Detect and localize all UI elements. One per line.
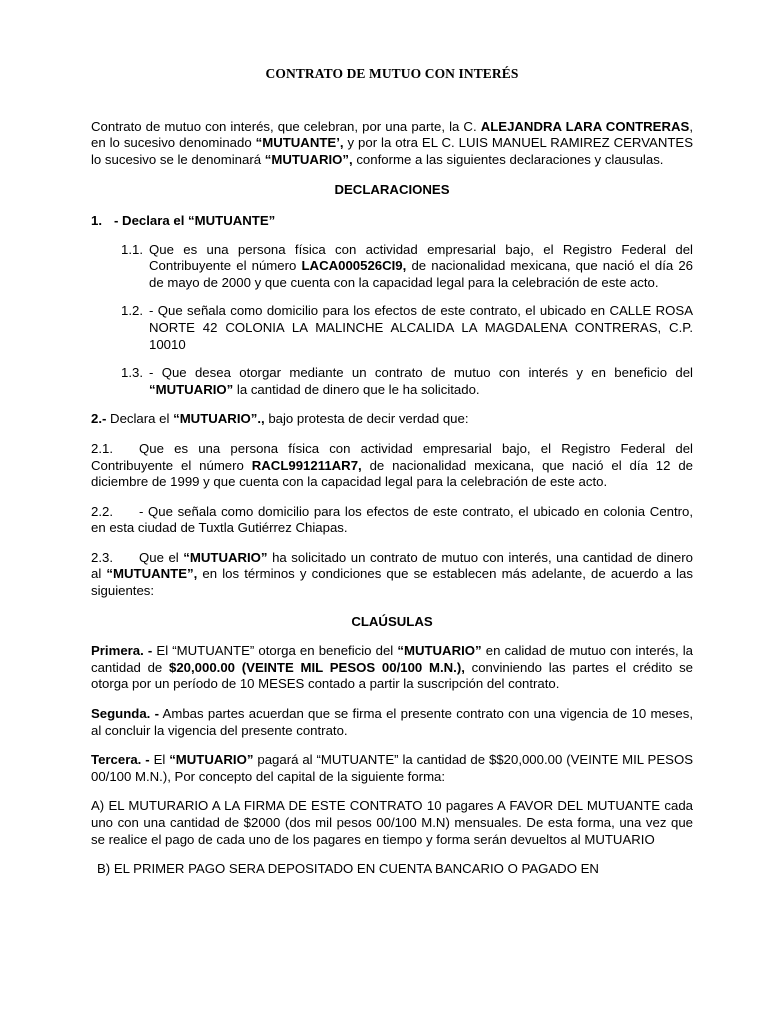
text-run: Declara el: [106, 411, 174, 427]
text-run: - Que desea otorgar mediante un contrato de mutuo con interés y en beneficio del: [149, 365, 693, 381]
item-number: 2.1.: [91, 440, 113, 456]
declaration-2-3: [91, 550, 693, 600]
item-number: 2.3.: [91, 549, 113, 565]
bold-term: “MUTUANTE’,: [255, 135, 344, 151]
text-run: pagará al “MUTUANTE” la cantidad de $$20,000.00 (VEINTE MIL PESOS 00/100 M.N.), Por concepto del capital de la siguiente forma:: [91, 752, 693, 784]
clausulas-heading: CLAÚSULAS: [351, 613, 433, 629]
loan-amount: $20,000.00 (VEINTE MIL PESOS 00/100 M.N.),: [169, 659, 465, 675]
text-run: ha solicitado un contrato de mutuo con interés, una cantidad de dinero al: [91, 549, 693, 582]
item-number: 1.2.: [121, 303, 143, 319]
paragraph-a: A) EL MUTURARIO A LA FIRMA DE ESTE CONTRATO 10 pagares A FAVOR DEL MUTUANTE cada uno con una cantidad de $2000 (dos mil pesos 00/100 M.N) mensuales. De esta forma, una vez que se realice el pago de cada uno de los pagares en tiempo y forma serán devueltos al MUTUARIO: [91, 798, 693, 847]
clause-label: Tercera. -: [91, 752, 150, 768]
clause-label: Primera. -: [91, 643, 153, 659]
bold-term: “MUTUANTE”,: [106, 566, 198, 582]
text-run: , en lo sucesivo denominado: [91, 118, 693, 151]
text-run: la cantidad de dinero que le ha solicitado.: [233, 381, 480, 397]
bold-term: “MUTUARIO”: [183, 549, 268, 565]
text-run: bajo protesta de decir verdad que:: [264, 411, 469, 427]
text-run: El “MUTUANTE” otorga en beneficio del: [152, 643, 398, 659]
section-number: 1.: [91, 212, 102, 228]
party-name: ALEJANDRA LARA CONTRERAS: [480, 118, 690, 134]
clause-segunda: [91, 706, 693, 739]
paragraph-b: B) EL PRIMER PAGO SERA DEPOSITADO EN CUENTA BANCARIO O PAGADO EN: [97, 861, 599, 877]
bold-term: “MUTUARIO”: [397, 643, 482, 659]
text-run: Que es una persona física con actividad empresarial bajo, el Registro Federal del Contribuyente el número: [91, 440, 693, 473]
clause-tercera: [91, 752, 693, 785]
rfc-number: RACL991211AR7,: [251, 457, 362, 473]
intro-paragraph: [91, 119, 693, 169]
text-run: en los términos y condiciones que se establecen más adelante, de acuerdo a las siguientes:: [91, 566, 693, 599]
declaration-2-heading: [91, 411, 693, 428]
text-run: - Que señala como domicilio para los efectos de este contrato, el ubicado en CALLE ROSA NORTE 42 COLONIA LA MALINCHE ALCALIDA LA MAGDALENA CONTRERAS, C.P. 10010: [149, 303, 693, 352]
item-number: 1.3.: [121, 365, 143, 381]
bold-term: “MUTUARIO”.,: [173, 411, 265, 427]
text-run: - Que señala como domicilio para los efectos de este contrato, el ubicado en colonia Centro, en esta ciudad de Tuxtla Gutiérrez Chiapas.: [91, 503, 693, 536]
section-label: - Declara el “MUTUANTE”: [114, 212, 276, 228]
item-number: 1.1.: [121, 241, 143, 257]
declaration-2-1: [91, 441, 693, 491]
clause-label: Segunda. -: [91, 706, 160, 722]
declaration-1-2: [91, 303, 693, 353]
declaration-1-1: [91, 242, 693, 292]
text-run: El: [149, 752, 170, 768]
text-run: en calidad de mutuo con interés, la cantidad de: [91, 643, 693, 675]
text-run: Que es una persona física con actividad empresarial bajo, el Registro Federal del Contribuyente el número: [149, 241, 693, 274]
text-run: Ambas partes acuerdan que se firma el presente contrato con una vigencia de 10 meses, al concluir la vigencia del presente contrato.: [91, 706, 693, 738]
text-run: de nacionalidad mexicana, que nació el día 26 de mayo de 2000 y que cuenta con la capacidad legal para la celebración de este acto.: [149, 258, 693, 290]
text-run: conviniendo las partes el crédito se otorga por un período de 10 MESES contado a partir la suscripción del contrato.: [91, 659, 694, 692]
declaration-2-2: [91, 504, 693, 537]
text-run: y por la otra EL C. LUIS MANUEL RAMIREZ CERVANTES lo sucesivo se le denominará: [91, 135, 693, 167]
text-run: Que el: [139, 549, 184, 565]
declaration-1-heading: [91, 213, 693, 230]
text-run: conforme a las siguientes declaraciones y clausulas.: [352, 151, 664, 167]
page-title: CONTRATO DE MUTUO CON INTERÉS: [265, 66, 519, 81]
rfc-number: LACA000526CI9,: [301, 258, 407, 274]
bold-term: “MUTUARIO”: [169, 752, 254, 768]
bold-term: “MUTUARIO”: [149, 381, 234, 397]
declaration-1-3: [91, 365, 693, 398]
text-run: de nacionalidad mexicana, que nació el día 12 de diciembre de 1999 y que cuenta con la capacidad legal para la celebración de este acto.: [91, 457, 693, 490]
declaraciones-heading: DECLARACIONES: [334, 182, 450, 198]
item-number: 2.2.: [91, 503, 113, 519]
text-run: Contrato de mutuo con interés, que celebran, por una parte, la C.: [91, 118, 481, 134]
bold-term: “MUTUARIO”,: [264, 151, 353, 167]
section-number: 2.-: [91, 411, 107, 427]
clause-primera: [91, 643, 693, 693]
